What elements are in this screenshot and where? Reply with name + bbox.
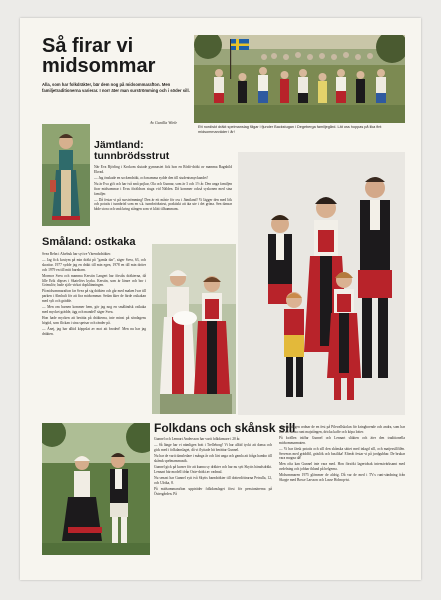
smaland-heading: Småland: ostkaka: [42, 236, 136, 248]
jamtland-woman-illustration: [42, 124, 90, 226]
paragraph: Mormor Svea och mamma Kerstin Langert har förstås dräkterna, då lille Erik döpses i Skatelövs kyrka. Kerstin, som är lärare och bor i Grimslöv, hade själv virkat dopklänningen.: [42, 273, 146, 288]
paragraph: När Eva Björling i Krokom slutade gymnasiet fick hon en Rödö-dräkt av mamma Ragnhild Ekvad.: [94, 165, 232, 174]
paragraph: På midsommarafton far Svea på sig dräkten och går med maken Ivar till parken i Almhult för att fira midsommar. Sedan åker de färde ostkakan med sylt och grädde.: [42, 289, 146, 303]
jamtland-costume-photo: [42, 124, 90, 226]
paragraph: — Så länge har vi nämligen bott i Trelleborg! Vi har alltid tyckt att dansa och gick med i folkdanslaget, då vi flyttade hit berättar Gunnel.: [154, 443, 272, 452]
magazine-page: [20, 18, 421, 580]
skane-folkdance-photo: [42, 423, 150, 555]
jamtland-heading: Jämtland: tunnbrödsstrut: [94, 139, 170, 162]
dance-photo-illustration: [194, 35, 405, 123]
skane-body-col2: [279, 425, 405, 484]
paragraph: Hon hade mycken att berätta på dräkterna, inte minst på söndagens högtid, som flickan i sina spetsar och ränder på.: [42, 315, 146, 325]
paragraph: — Men om barnen kommer hem, gör jag nog en småländsk ostkaka med mycket grädde, ägg och mandel! säger Svea.: [42, 305, 146, 314]
smaland-body: [42, 252, 146, 338]
paragraph: — Ånej, jag har alltid köppslat av mot att broderi! Men nu har jag dräkten.: [42, 326, 146, 336]
paragraph: — Då festar vi på surströmming! Den är ett måste för oss i Jämtland! Vi lägger den med lök och potatis i tunnbröd som en s.k. tunnbrödsstrut, praktiskt att äta ute i det gröna. Sen dansar både stora och små kring stången som vi klätt tillsammans.: [94, 197, 232, 212]
paragraph: Men ofta kan Gunnel inte vara med. Hon försökt lagertobak intensivärksamt med avdelning och jobbar ibland på helgerna.: [279, 462, 405, 472]
paragraph: Nu är Eva gift och har två små pojkar, Ola och Gunnar, som är 3 och 1½ år. Den unga familjen firar midsommar i Evas föräldrars stuga vid Nälden. Då kommer också syskonen med sina familjer.: [94, 182, 232, 196]
smaland-women-illustration: [152, 244, 236, 414]
skane-heading: Folkdans och skånsk sill: [154, 421, 296, 435]
paragraph: — Jag önskade en sockendräkt, och mamma sydde den till studentsmyckandet!: [94, 175, 208, 180]
paragraph: Nu har de varit dansledare i många år och lärt unga och gamla att fråga hambo till skånsk spelmansmusik.: [154, 454, 272, 463]
midsommar-dance-photo: [194, 35, 405, 123]
smaland-costume-photo: [152, 244, 236, 414]
paragraph: Nu senast har Gunnel sytt två Skytts barndräkter till dotterdöttrarna Petrulla, 12, och Ulrika, 8.: [154, 475, 272, 485]
paragraph: På midsommarafton uppträder folkdanslaget först för pensionärerna på Östergården. På: [154, 486, 272, 496]
skane-body-col1: [154, 437, 272, 498]
paragraph: Gunnel och Lennart Andersson har varit folkdansare i 20 år.: [154, 437, 241, 441]
headline: Så firar vi midsommar: [42, 35, 156, 77]
skane-dance-illustration: [42, 423, 150, 555]
paragraph: — Jag fick kostym på min dräkt på "gamla dar", säger Svea, 63, och skrattar. 1977 sydde jag en dräkt till min egen, 1978 en till min dotter och 1979 en till mitt barnbarn.: [42, 258, 146, 272]
paragraph: — Vi har färsk potatis och sill den skånska sättet med inlagd sill, och matjessillfilén. Serveras med gräddfil, gräslök och basilika! Efteråt festar vi på jordgubbar. De brukar vara mogna då!: [279, 446, 405, 461]
jamtland-body: [94, 165, 232, 213]
paragraph: Midsommaren 1975 glömmer de aldrig. Då var de med i TV:s runt-sändning från Skopje med Bosse Larsson och Lasse Holmqvist.: [279, 473, 405, 483]
paragraph: På kvällen träffar Gunnel och Lennart släkten och äter den traditionella midsommarmaten.: [279, 435, 405, 445]
paragraph: Svea Rehn i Alsebuk har syt tre Värendsdräkter.: [42, 252, 111, 256]
family-portrait-illustration: [238, 152, 405, 415]
lead-paragraph: Alla, som har folkdräkter, bär dem nog på midsommarafton. Men familjetraditionerna varierar. I norr äter man surströmming och i söder sill.: [42, 82, 190, 93]
byline: Av Gunilla Wiele: [150, 120, 178, 125]
top-photo-caption: Ett nordiskt dräkt spelmanslag fågar i fjunder Backstugan i Degeberga familjegård. Lät oss hoppas på lika fint midsommarväder i år!: [198, 125, 382, 134]
paragraph: eftermiddagen ordnar de en fest på Pilevallskolan för kringboende och andra, som har lust att dansa runt majstången, dricka kaffe och köpa lotter.: [279, 425, 405, 434]
paragraph: Gunnel gick på kurser för att kunna sy dräkter och har nu sytt Skytts häradsdräkt. Lennart bär modell ifrån Oxie-dräkt av vadmal.: [154, 465, 272, 474]
family-costume-photo: [238, 152, 405, 415]
